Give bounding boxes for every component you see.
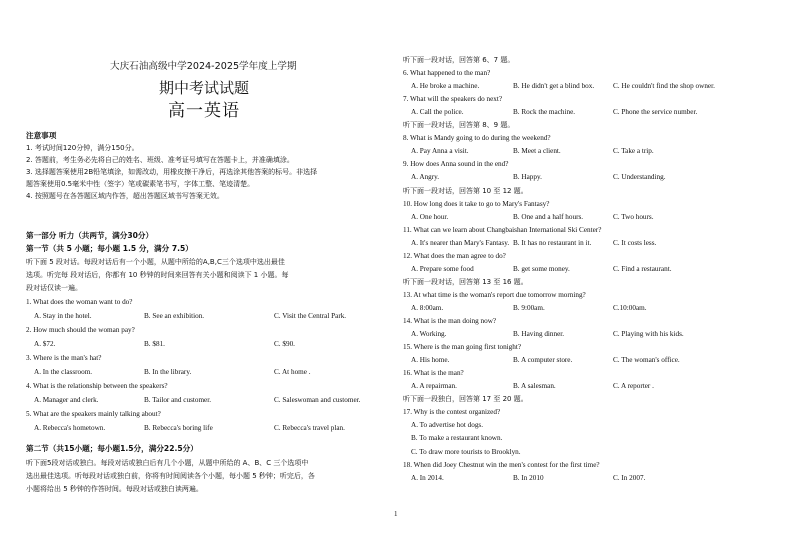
option-c: C. Rebecca's travel plan. — [274, 424, 345, 432]
question-text: 9. How does Anna sound in the end? — [403, 160, 509, 169]
option-a: A. One hour. — [411, 212, 449, 221]
question-text: 13. At what time is the woman's report due tomorrow morning? — [403, 290, 586, 299]
option-a: A. His home. — [411, 356, 450, 365]
option-b: B. Rock the machine. — [513, 108, 576, 117]
option-a: A. It's nearer than Mary's Fantasy. — [411, 238, 510, 247]
option-b: B. He didn't get a blind box. — [513, 82, 595, 91]
option-b: B. Happy. — [513, 173, 542, 182]
option-a: A. $72. — [34, 340, 56, 348]
option-c: C. $90. — [274, 340, 295, 348]
section1-title: 第一节（共 5 小题；每小题 1.5 分，满分 7.5） — [26, 244, 193, 253]
instruction-line: 小题将给出 5 秒钟的作答时间。每段对话或独白读两遍。 — [26, 485, 203, 493]
instruction-line: 段对话仅读一遍。 — [26, 284, 82, 292]
dialogue-instruction: 听下面一段独白，回答第 17 至 20 题。 — [403, 395, 528, 404]
option-b: B. Meet a client. — [513, 147, 561, 156]
option-b: B. Rebecca's boring life — [144, 424, 213, 432]
option-a: A. Stay in the hotel. — [34, 312, 92, 320]
question-text: 18. When did Joey Chestnut win the men's contest for the first time? — [403, 460, 600, 469]
question-text: 10. How long does it take to go to Mary's Fantasy? — [403, 199, 550, 208]
option-c: C. The woman's office. — [613, 356, 680, 365]
part1-title: 第一部分 听力（共两节，满分30分） — [26, 231, 154, 240]
option-a: A. Call the police. — [411, 108, 464, 117]
dialogue-instruction: 听下面一段对话，回答第 10 至 12 题。 — [403, 186, 528, 195]
option-a: A. Manager and clerk. — [34, 396, 99, 404]
option-c: C. Playing with his kids. — [613, 330, 684, 339]
option-c: C. Saleswoman and customer. — [274, 396, 361, 404]
option: B. To make a restaurant known. — [411, 434, 503, 443]
option-c: C. Visit the Central Park. — [274, 312, 347, 320]
option-b: B. A computer store. — [513, 356, 573, 365]
option-a: A. Rebecca's hometown. — [34, 424, 106, 432]
option-c: C. It costs less. — [613, 238, 657, 247]
exam-title: 期中考试试题 — [159, 79, 250, 97]
section2-title: 第二节（共15小题；每小题1.5分，满分22.5分） — [26, 444, 198, 453]
option-b: B. $81. — [144, 340, 165, 348]
option-a: A. 8:00am. — [411, 303, 444, 312]
option-c: C. A reporter . — [613, 382, 654, 391]
question-text: 8. What is Mandy going to do during the weekend? — [403, 134, 551, 143]
question-text: 11. What can we learn about Changbaishan International Ski Center? — [403, 225, 602, 234]
notes-title: 注意事项 — [26, 131, 57, 140]
option-b: B. Having dinner. — [513, 330, 565, 339]
notes-item: 3. 选择题答案使用2B铅笔填涂，如需改动，用橡皮擦干净后，再选涂其他答案的标号。非选择 — [26, 168, 318, 176]
question-text: 7. What will the speakers do next? — [403, 95, 503, 104]
question-text: 15. Where is the man going first tonight? — [403, 343, 522, 352]
option: A. To advertise hot dogs. — [411, 421, 484, 430]
option-b: B. A salesman. — [513, 382, 556, 391]
option-a: A. In 2014. — [411, 473, 444, 482]
option-c: C. Two hours. — [613, 212, 654, 221]
dialogue-instruction: 听下面一段对话，回答第 6、7 题。 — [403, 56, 515, 64]
dialogue-instruction: 听下面一段对话，回答第 8、9 题。 — [403, 121, 515, 130]
subject-title: 高一英语 — [168, 101, 240, 121]
question-text: 3. Where is the man's hat? — [26, 354, 102, 362]
option-c: C. Phone the service number. — [613, 108, 698, 117]
option-b: B. See an exhibition. — [144, 312, 205, 320]
question-text: 1. What does the woman want to do? — [26, 298, 133, 306]
question-text: 17. Why is the contest organized? — [403, 408, 501, 417]
option-a: A. Prepare some food — [411, 264, 474, 273]
option-b: B. 9:00am. — [513, 303, 545, 312]
option-c: C. He couldn't find the shop owner. — [613, 82, 715, 91]
instruction-line: 选项。听完每 段对话后，你都有 10 秒钟的时间来回答有关小题和阅读下 1 小题。每 — [26, 271, 289, 279]
question-text: 6. What happened to the man? — [403, 69, 491, 78]
instruction-line: 听下面5段对话或独白。每段对话或独白后有几个小题，从题中所给的 A、B、C 三个选项中 — [26, 459, 309, 467]
question-text: 2. How much should the woman pay? — [26, 326, 135, 334]
option-b: B. One and a half hours. — [513, 212, 584, 221]
option-a: A. Angry. — [411, 173, 440, 182]
question-text: 5. What are the speakers mainly talking about? — [26, 410, 161, 418]
option-a: A. A repairman. — [411, 382, 457, 391]
option-b: B. It has no restaurant in it. — [513, 238, 592, 247]
option-c: C. In 2007. — [613, 473, 646, 482]
option-c: C.10:00am. — [613, 303, 647, 312]
question-text: 16. What is the man? — [403, 369, 464, 378]
instruction-line: 听下面 5 段对话。每段对话后有一个小题，从题中所给的A,B,C三个选项中选出最佳 — [26, 258, 285, 266]
dialogue-instruction: 听下面一段对话，回答第 13 至 16 题。 — [403, 277, 528, 286]
option-a: A. Pay Anna a visit. — [411, 147, 469, 156]
page-number: 1 — [394, 510, 398, 518]
question-text: 4. What is the relationship between the speakers? — [26, 382, 168, 390]
option-b: B. get some money. — [513, 264, 570, 273]
notes-item: 2. 答题前，考生务必先将自己的姓名、班级、准考证号填写在答题卡上，并准确填涂。 — [26, 156, 294, 164]
option-a: A. Working. — [411, 330, 447, 339]
notes-item: 1. 考试时间120分钟，满分150分。 — [26, 144, 139, 152]
question-text: 12. What does the man agree to do? — [403, 251, 506, 260]
option-c: C. Take a trip. — [613, 147, 654, 156]
instruction-line: 选出最佳选项。听每段对话或独白前，你将有时间阅读各个小题，每小题 5 秒钟；听完后，各 — [26, 472, 315, 480]
option-a: A. He broke a machine. — [411, 82, 480, 91]
option-c: C. Find a restaurant. — [613, 264, 672, 273]
option-c: C. Understanding. — [613, 173, 666, 182]
question-text: 14. What is the man doing now? — [403, 317, 497, 325]
notes-item: 题答案使用0.5毫米中性（签字）笔或碳素笔书写，字体工整、笔迹清楚。 — [26, 180, 255, 188]
school-title: 大庆石油高级中学2024-2025学年度上学期 — [110, 61, 297, 72]
notes-item: 4. 按照题号在各答题区域内作答，超出答题区域书写答案无效。 — [26, 192, 224, 200]
option-b: B. Tailor and customer. — [144, 396, 212, 404]
option-a: A. In the classroom. — [34, 368, 93, 376]
option: C. To draw more tourists to Brooklyn. — [411, 447, 521, 456]
option-c: C. At home . — [274, 368, 311, 376]
option-b: B. In the library. — [144, 368, 192, 376]
option-b: B. In 2010 — [513, 473, 544, 482]
